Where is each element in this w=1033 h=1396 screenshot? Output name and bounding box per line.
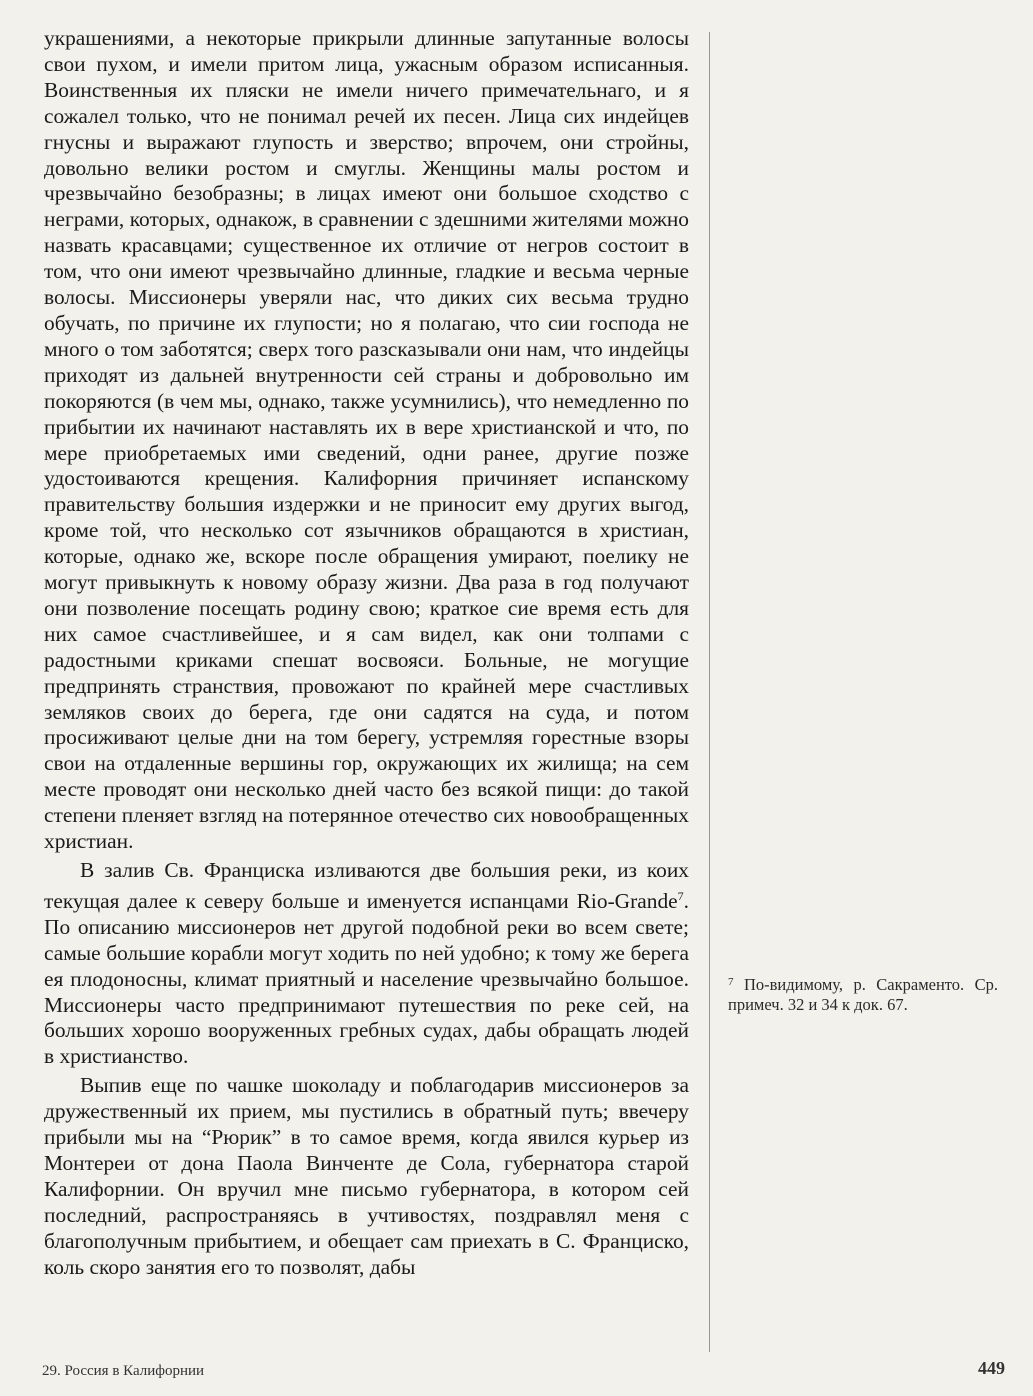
footnote [728, 972, 998, 1015]
running-title: 29. Россия в Калифорнии [42, 1363, 205, 1379]
paragraph-2-start: В залив Св. Франциска изливаются две большия реки, из коих текущая далее к северу больше и именуется испанцами Rio-Grande [44, 858, 689, 913]
footnote-text: По-видимому, р. Сакраменто. Ср. примеч. 32 и 34 к док. 67. [728, 975, 998, 1014]
paragraph-2 [44, 858, 689, 1070]
footnote-reference: 7 [677, 888, 684, 903]
main-text-column [44, 26, 689, 1281]
paragraph-2-end: . По описанию миссионеров нет другой подобной реки во всем свете; самые большие корабли могут ходить по ней удобно; к тому же берега ея плодоносны, климат приятный и население чрезвычайно большое. Миссионеры часто предпринимают путешествия по реке сей, на больших хорошо вооруженных гребных судах, дабы обращать людей в христианство. [44, 888, 689, 1069]
footnote-marker: 7 [728, 976, 734, 988]
paragraph-1: украшениями, а некоторые прикрыли длинные запутанные волосы свои пухом, и имели притом лица, ужасным образом исписанныя. Воинственныя их пляски не имели ничего примечательнаго, и я сожалел только, что не понимал речей их песен. Лица сих индейцев гнусны и выражают глупость и зверство; впрочем, они стройны, довольно велики ростом и смуглы. Женщины малы ростом и чрезвычайно безобразны; в лицах имеют они большое сходство с неграми, которых, однакож, в сравнении с здешними жителями можно назвать красавцами; существенное их отличие от негров состоит в том, что они имеют чрезвычайно длинные, гладкие и весьма черные волосы. Миссионеры уверяли нас, что диких сих весьма трудно обучать, по причине их глупости; но я полагаю, что сии господа не много о том заботятся; сверх того разсказывали они нам, что индейцы приходят из дальней внутренности сей страны и добровольно им покоряются (в чем мы, однако, также усумнились), что немедленно по прибытии их начинают наставлять их в вере христианской и что, по мере приобретаемых ими сведений, одни ранее, другие позже удостоиваются крещения. Калифорния причиняет испанскому правительству большия издержки и не приносит ему других выгод, кроме той, что несколько сот язычников обращаются в христиан, которые, однако же, вскоре после обращения умирают, поелику не могут привыкнуть к новому образу жизни. Два раза в год получают они позволение посещать родину свою; краткое сие время есть для них самое счастливейшее, и я сам видел, как они толпами с радостными криками спешат восвояси. Больные, не могущие предпринять странствия, провожают по крайней мере счастливых земляков своих до берега, где они садятся на суда, и потом просиживают целые дни на том берегу, устремляя горестные взоры свои на отдаленные вершины гор, окружающих их жилища; на сем месте проводят они несколько дней часто без всякой пищи: до такой степени пленяет взгляд на потерянное отечество сих новообращенных христиан. [44, 26, 689, 854]
page-number: 449 [978, 1358, 1005, 1378]
paragraph-3: Выпив еще по чашке шоколаду и поблагодарив миссионеров за дружественный их прием, мы пустились в обратный путь; ввечеру прибыли мы на “Рюрик” в то самое время, когда явился курьер из Монтереи от дона Паола Винченте де Сола, губернатора старой Калифорнии. Он вручил мне письмо губернатора, в котором сей последний, распространяясь в учтивостях, поздравлял меня с благополучным прибытием, и обещает сам приехать в С. Франциско, коль скоро занятия его то позволят, дабы [44, 1073, 689, 1279]
column-divider [709, 32, 710, 1352]
